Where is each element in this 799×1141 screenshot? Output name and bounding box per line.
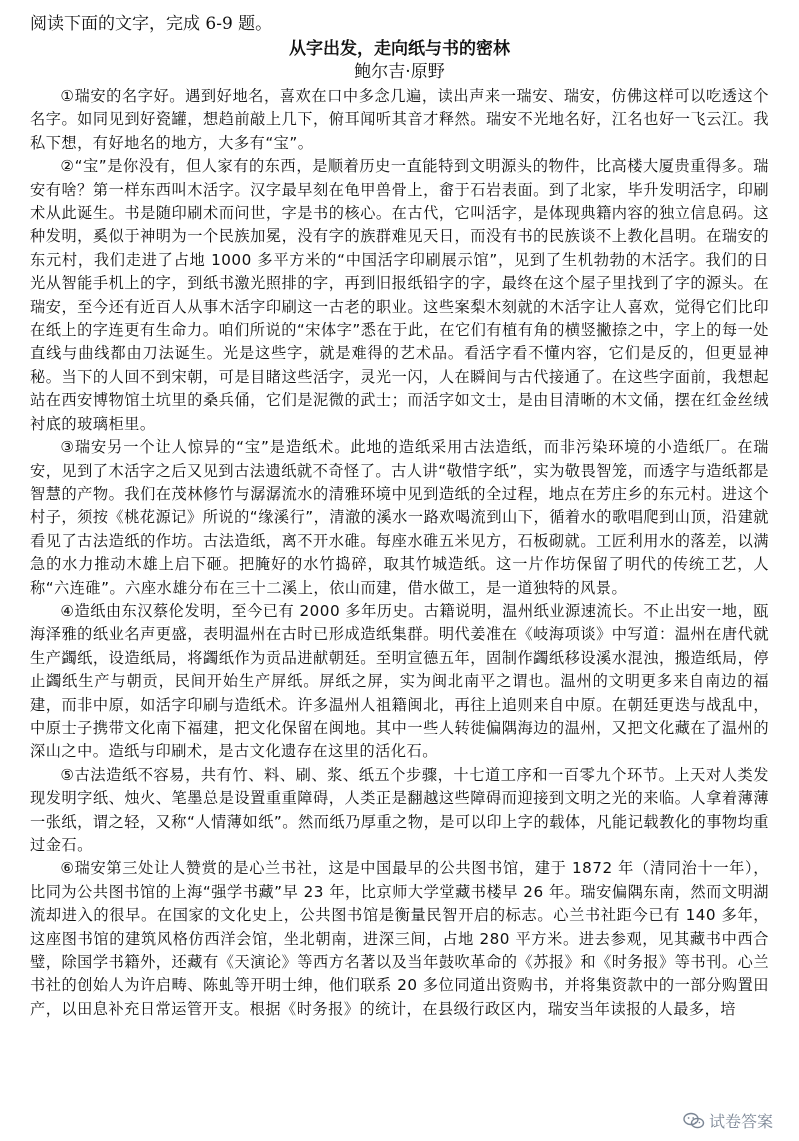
watermark — [679, 1108, 777, 1133]
paragraph-4: ④造纸由东汉蔡伦发明，至今已有 2000 多年历史。古籍说明，温州纸业源速流长。不止出安一地，瓯海泽雅的纸业名声更盛，表明温州在古时已形成造纸集群。明代姜准在《岐海项谈》中写道：温州在唐代就生产蠲纸，设造纸局，将蠲纸作为贡品进献朝廷。至明宣德五年，固制作蠲纸移设溪水混浊，搬造纸局，停止蠲纸生产与朝贡，民间开始生产屏纸。屏纸之屏，实为闽北南平之谓也。温州的文明更多来自南边的福建，而非中原，如活字印刷与造纸术。许多温州人祖籍闽北，再往上追则来自中原。在朝廷更迭与战乱中，中原士子携带文化南下福建，把文化保留在闽地。其中一些人转徙偏隅海边的温州，又把文化藏在了温州的深山之中。造纸与印刷术，是古文化遗存在这里的活化石。 — [30, 601, 769, 761]
wechat-icon — [683, 1112, 705, 1130]
paragraph-6: ⑥瑞安第三处让人赞赏的是心兰书社，这是中国最早的公共图书馆，建于 1872 年（清同治十一年），比同为公共图书馆的上海“强学书藏”早 23 年，比京师大学堂藏书楼早 26 年。瑞安偏隅东南，然而文明湖流却进入的很早。在国家的文化史上，公共图书馆是衡量民智开启的标志。心兰书社距今已有 140 多年，这座图书馆的建筑风格仿西洋会馆，坐北朝南，进深三间，占地 280 平方米。进去参观，见其藏书中西合璧，除国学书籍外，还藏有《天演论》等西方名著以及当年鼓吹革命的《苏报》和《时务报》等书刊。心兰书社的创始人为许启畴、陈虬等开明士绅，他们联系 20 多位同道出资购书，并将集资款中的一部分购置田产，以田息补充日常运管开支。根据《时务报》的统计，在县级行政区内，瑞安当年读报的人最多，培 — [30, 859, 769, 1018]
article-author: 鲍尔吉·原野 — [354, 62, 445, 82]
paragraph-1: ①瑞安的名字好。遇到好地名，喜欢在口中多念几遍，读出声来一瑞安、瑞安，仿佛这样可以吃透这个名字。如同见到好瓷罐，想趋前敲上几下，俯耳闻听其音才释然。瑞安不光地名好，江名也好一飞云江。我私下想，有好地名的地方，大多有“宝”。 — [30, 87, 769, 152]
paragraph-5: ⑤古法造纸不容易，共有竹、料、刷、浆、纸五个步骤，十七道工序和一百零九个环节。上天对人类发现发明字纸、烛火、笔墨总是设置重重障碍，人类正是翻越这些障碍而迎接到文明之光的来临。人拿着薄薄一张纸，谓之轻，又称“人情薄如纸”。然而纸乃厚重之物，是可以印上字的载体，凡能记载教化的事物均重过金石。 — [30, 765, 769, 854]
article-title: 从字出发，走向纸与书的密林 — [289, 39, 510, 59]
watermark-text: 试卷答案 — [708, 1112, 773, 1131]
paragraph-3: ③瑞安另一个让人惊异的“宝”是造纸术。此地的造纸采用古法造纸，而非污染环境的小造纸厂。在瑞安，见到了木活字之后又见到古法遗纸就不奇怪了。古人讲“敬惜字纸”，实为敬畏智笼，而透字与造纸都是智慧的产物。我们在茂林修竹与潺潺流水的清雅环境中见到造纸的全过程，地点在芳庄乡的东元村。进这个村子，须按《桃花源记》所说的“缘溪行”，清澈的溪水一路欢喝流到山下，循着水的歌唱爬到山顶，沿建就看见了古法造纸的作坊。古法造纸，离不开水碓。每座水碓五米见方，石板砌就。工匠利用水的落差，以满急的水力推动木雄上启下砸。把腌好的水竹捣碎，取其竹城造纸。这一片作坊保留了明代的传统工艺，人称“六连碓”。六座水雄分布在三十二溪上，依山而建，借水做工，是一道独特的风景。 — [30, 438, 769, 597]
instruction-text: 阅读下面的文字，完成 6-9 题。 — [30, 14, 273, 34]
paragraph-2: ②“宝”是你没有，但人家有的东西，是顺着历史一直能特到文明源头的物件，比高楼大厦贵重得多。瑞安有啥？第一样东西叫木活字。汉字最早刻在龟甲兽骨上，畲于石岩表面。到了北家，毕升发明活字，印刷术从此诞生。书是随印刷术而问世，字是书的核心。在古代，它叫活字，是体现典籍内容的独立信息码。这种发明，奚似于神明为一个民族加冕，没有字的族群难见天日，而没有书的民族谈不上教化昌明。在瑞安的东元村，我们走进了占地 1000 多平方米的“中国活字印刷展示馆”，见到了生机勃勃的木活字。我们的日光从智能手机上的字，到纸书激光照排的字，再到旧报纸铅字的字，最终在这个屋子里找到了字的源头。在瑞安，至今还有近百人从事木活字印刷这一古老的职业。这些案梨木刻就的木活字让人喜欢，觉得它们比印在纸上的字连更有生命力。咱们所说的“宋体字”悉在于此，在它们有植有角的横竖撇捺之中，字上的每一处直线与曲线都由刀法诞生。光是这些字，就是难得的艺术品。看活字看不懂内容，它们是反的，但更显神秘。当下的人回不到宋朝，可是目睹这些活字，灵光一闪，人在瞬间与古代接通了。在这些字面前，我想起站在西安博物馆土坑里的桑兵俑，它们是泥微的武士；而活字如文士，是由目清晰的木文俑，摆在红金丝绒衬底的玻璃柜里。 — [30, 157, 769, 433]
